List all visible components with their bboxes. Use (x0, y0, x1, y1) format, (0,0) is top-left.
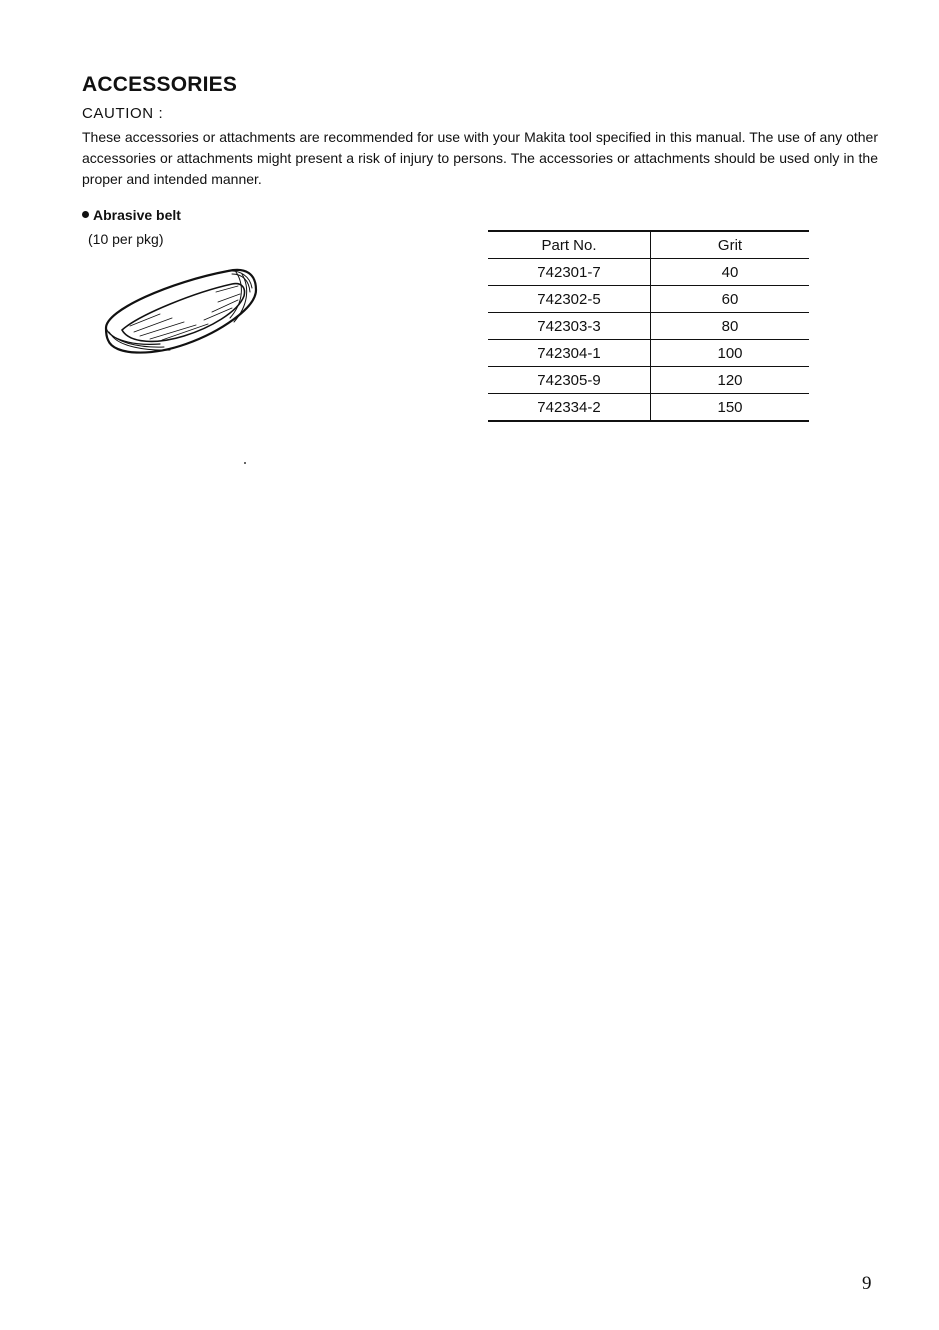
caution-text: These accessories or attachments are recommended for use with your Makita tool specified in this manual. The use of any other accessories or attachments might present a risk of injury to persons. The accessories or attachments should be used only in the proper and intended manner. (82, 129, 878, 187)
grit-cell: 60 (651, 286, 810, 313)
table-header-row (488, 231, 809, 259)
part-number-cell: 742302-5 (488, 286, 651, 313)
part-number-cell: 742305-9 (488, 367, 651, 394)
part-number-cell: 742334-2 (488, 394, 651, 422)
grit-cell: 40 (651, 259, 810, 286)
abrasive-belt-icon (100, 262, 262, 358)
part-number-cell: 742304-1 (488, 340, 651, 367)
part-number-cell: 742301-7 (488, 259, 651, 286)
accessory-title (82, 207, 181, 223)
bullet-icon (82, 211, 89, 218)
grit-cell: 80 (651, 313, 810, 340)
table-row (488, 286, 809, 313)
table-row (488, 367, 809, 394)
part-number-cell: 742303-3 (488, 313, 651, 340)
grit-cell: 150 (651, 394, 810, 422)
table-row (488, 394, 809, 422)
grit-cell: 120 (651, 367, 810, 394)
table-row (488, 313, 809, 340)
caution-label: CAUTION : (82, 105, 164, 122)
accessory-title-text: Abrasive belt (93, 207, 181, 223)
stray-mark (244, 462, 246, 464)
page-heading: ACCESSORIES (82, 73, 238, 96)
page-number: 9 (862, 1273, 872, 1294)
column-header-grit: Grit (651, 231, 810, 259)
grit-cell: 100 (651, 340, 810, 367)
column-header-part-no: Part No. (488, 231, 651, 259)
table-row (488, 340, 809, 367)
table-row (488, 259, 809, 286)
accessory-package-note: (10 per pkg) (88, 231, 164, 247)
parts-table (488, 230, 809, 422)
